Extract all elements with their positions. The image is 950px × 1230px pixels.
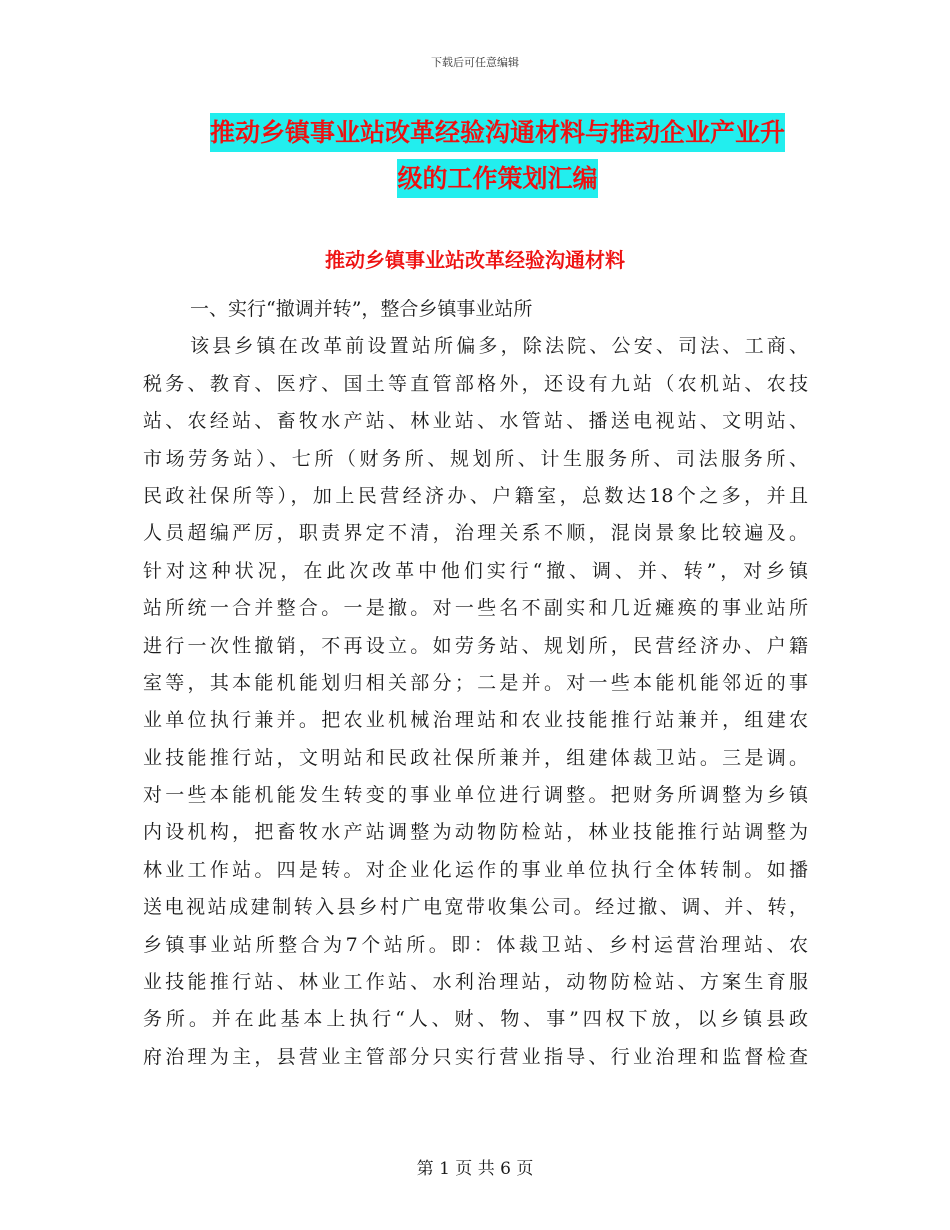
body-line: 业技能推行站，文明站和民政社保所兼并，组建体裁卫站。三是调。 [143, 746, 808, 769]
document-title [190, 110, 805, 202]
header-note: 下载后可任意编辑 [431, 56, 519, 69]
body-line: 对一些本能机能发生转变的事业单位进行调整。把财务所调整为乡镇 [143, 784, 808, 807]
body-line: 一、实行“撤调并转”，整合乡镇事业站所 [190, 298, 533, 320]
body-line: 务所。并在此基本上执行“人、财、物、事”四权下放，以乡镇县政 [143, 1008, 808, 1031]
body-line: 业技能推行站、林业工作站、水利治理站，动物防检站、方案生育服 [143, 971, 808, 994]
page-number: 第 1 页 共 6 页 [416, 1159, 534, 1179]
body-line: 民政社保所等），加上民营经济办、户籍室，总数达18个之多，并且 [143, 484, 808, 507]
body-line: 送电视站成建制转入县乡村广电宽带收集公司。经过撤、调、并、转， [143, 896, 808, 919]
body-line: 进行一次性撤销，不再设立。如劳务站、规划所，民营经济办、户籍 [143, 634, 808, 657]
section-title: 推动乡镇事业站改革经验沟通材料 [325, 248, 625, 272]
body-line: 府治理为主，县营业主管部分只实行营业指导、行业治理和监督检查 [143, 1045, 808, 1068]
body-line: 站所统一合并整合。一是撤。对一些名不副实和几近瘫痪的事业站所 [143, 597, 808, 620]
body-line: 该县乡镇在改革前设置站所偏多，除法院、公安、司法、工商、 [190, 335, 808, 358]
body-line: 市场劳务站）、七所（财务所、规划所、计生服务所、司法服务所、 [143, 447, 808, 470]
body-line: 税务、教育、医疗、国土等直管部格外，还设有九站（农机站、农技 [143, 372, 808, 395]
document-title-line-2: 级的工作策划汇编 [397, 159, 597, 198]
body-line: 站、农经站、畜牧水产站、林业站、水管站、播送电视站、文明站、 [143, 410, 808, 433]
body-line: 人员超编严厉，职责界定不清，治理关系不顺，混岗景象比较遍及。 [143, 522, 808, 545]
body-text [143, 291, 808, 1076]
body-line: 内设机构，把畜牧水产站调整为动物防检站，林业技能推行站调整为 [143, 821, 808, 844]
body-line: 室等，其本能机能划归相关部分；二是并。对一些本能机能邻近的事 [143, 671, 808, 694]
document-title-line-1: 推动乡镇事业站改革经验沟通材料与推动企业产业升 [210, 113, 785, 152]
body-line: 业单位执行兼并。把农业机械治理站和农业技能推行站兼并，组建农 [143, 709, 808, 732]
body-line: 林业工作站。四是转。对企业化运作的事业单位执行全体转制。如播 [143, 858, 808, 881]
body-line: 针对这种状况，在此次改革中他们实行“撤、调、并、转”，对乡镇 [143, 559, 808, 582]
body-line: 乡镇事业站所整合为7个站所。即：体裁卫站、乡村运营治理站、农 [143, 933, 808, 956]
